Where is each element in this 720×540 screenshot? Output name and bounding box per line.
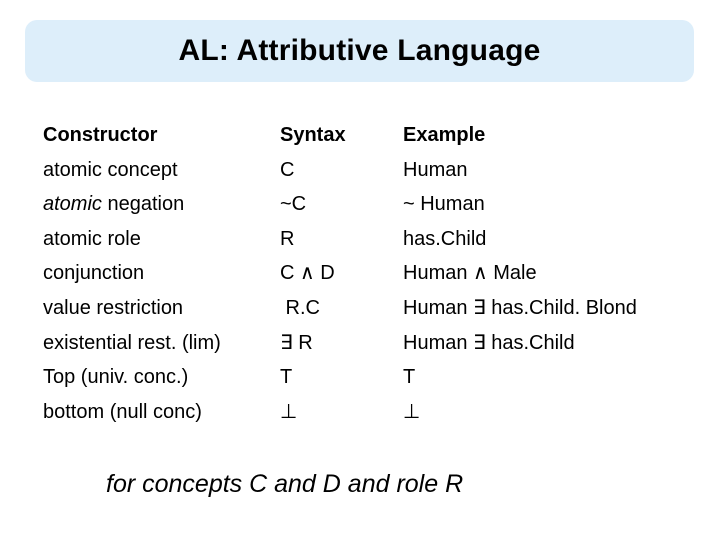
syntax-cell: ~C: [280, 193, 307, 216]
title-banner: [25, 20, 694, 82]
example-cell: Human: [403, 158, 468, 181]
example-column: [403, 118, 637, 429]
example-cell: Human ∧ Male: [403, 262, 537, 285]
syntax-column: [280, 118, 346, 429]
example-header: Example: [403, 124, 486, 146]
syntax-cell: R: [280, 227, 295, 250]
example-cell: ⊥: [403, 400, 421, 423]
footnote: for concepts C and D and role R: [106, 470, 464, 498]
constructor-header: Constructor: [43, 124, 158, 146]
constructor-cell: atomic concept: [43, 158, 178, 181]
constructor-cell: conjunction: [43, 262, 145, 285]
syntax-cell: C ∧ D: [280, 262, 335, 285]
constructor-cell: Top (univ. conc.): [43, 366, 189, 389]
example-cell: ~ Human: [403, 193, 485, 216]
constructor-cell: existential rest. (lim): [43, 331, 221, 354]
constructor-cell: [43, 187, 221, 222]
syntax-cell: R.C: [280, 296, 320, 319]
constructor-cell: value restriction: [43, 296, 184, 319]
syntax-cell: C: [280, 158, 295, 181]
example-cell: Human ∃ has.Child. Blond: [403, 296, 637, 319]
constructor-cell-rest: negation: [101, 193, 185, 216]
constructor-cell-emphasis: atomic: [43, 193, 102, 216]
constructor-cell: atomic role: [43, 227, 141, 250]
example-cell: Human ∃ has.Child: [403, 331, 575, 354]
example-cell: has.Child: [403, 227, 487, 250]
syntax-header: Syntax: [280, 124, 346, 146]
example-cell: T: [403, 366, 416, 389]
constructor-cell: bottom (null conc): [43, 400, 202, 423]
slide-title: AL: Attributive Language: [178, 34, 541, 67]
syntax-cell: T: [280, 366, 293, 389]
constructor-column: [43, 118, 221, 429]
syntax-cell: ⊥: [280, 400, 298, 423]
syntax-cell: ∃ R: [280, 331, 313, 354]
